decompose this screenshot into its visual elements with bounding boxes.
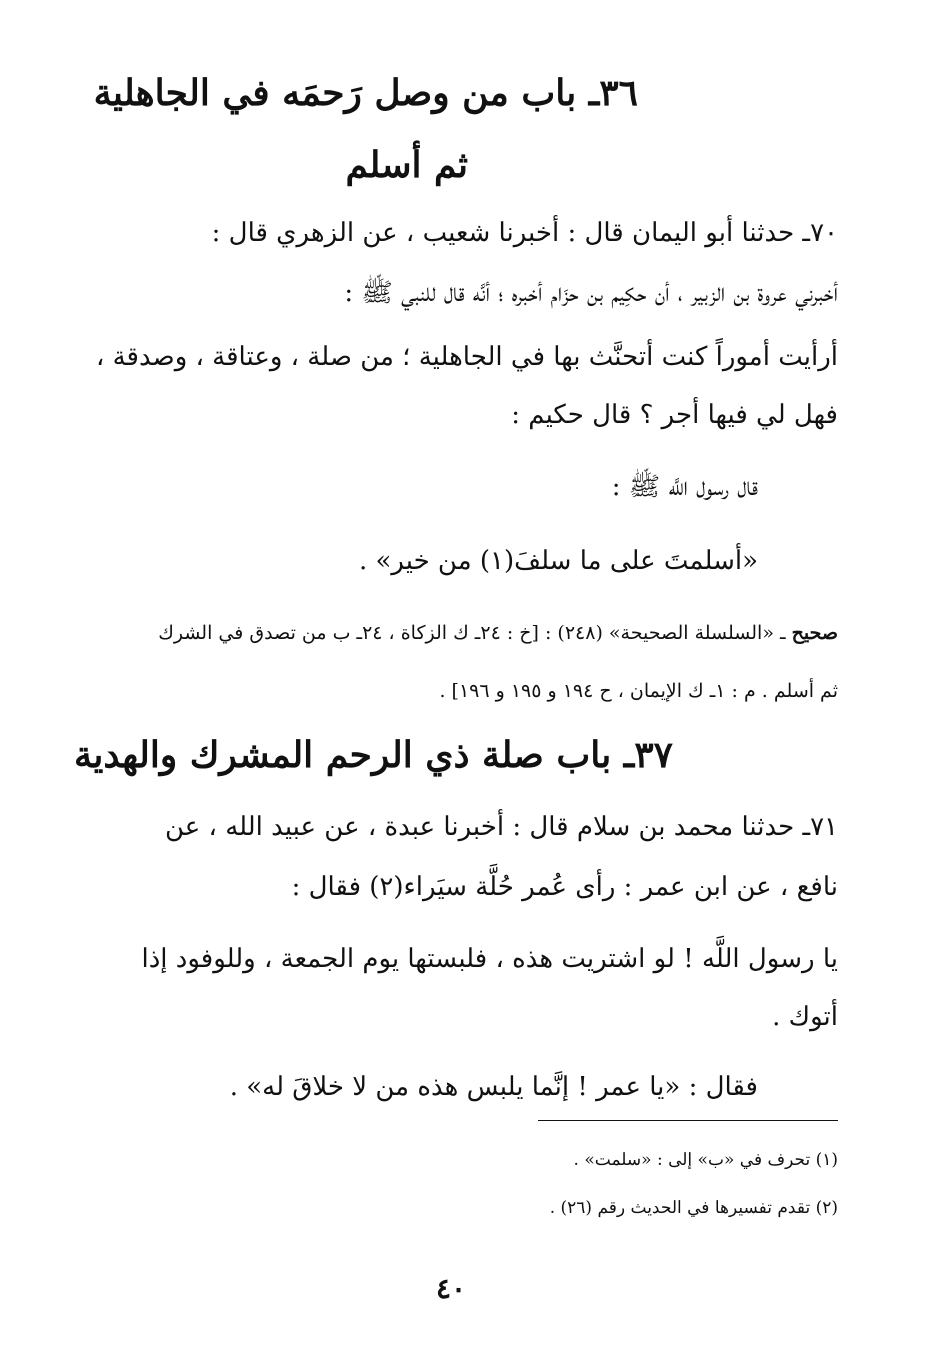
chapter-37-title: ٣٧ـ باب صلة ذي الرحم المشرك والهدية: [74, 734, 673, 776]
hadith-70-line-3: أرأيت أموراً كنت أتحنَّث بها في الجاهلية ؛ من صلة ، وعتاقة ، وصدقة ،: [95, 342, 838, 372]
chapter-36-title-line-2: ثم أسلم: [345, 144, 468, 186]
footnote-2: (٢) تقدم تفسيرها في الحديث رقم (٢٦) .: [549, 1198, 838, 1218]
grade-reference: ـ «السلسلة الصحيحة» (٢٤٨) : [خ : ٢٤ـ ك الزكاة ، ٢٤ـ ب من تصدق في الشرك: [158, 622, 792, 644]
hadith-70-line-4: فهل لي فيها أجر ؟ قال حكيم :: [511, 400, 838, 430]
hadith-70-grading-line-2: ثم أسلم . م : ١ـ ك الإيمان ، ح ١٩٤ و ١٩٥ و ١٩٦] .: [439, 680, 838, 702]
hadith-71-line-5: فقال : «يا عمر ! إنَّما يلبس هذه من لا خلاقَ له» .: [229, 1072, 758, 1102]
hadith-71-line-2: نافع ، عن ابن عمر : رأى عُمر حُلَّة سيَراء(٢) فقال :: [291, 872, 838, 902]
hadith-70-line-6: «أسلمتَ على ما سلفَ(١) من خير» .: [358, 546, 758, 576]
hadith-70-line-1: ٧٠ـ حدثنا أبو اليمان قال : أخبرنا شعيب ، عن الزهري قال :: [211, 218, 838, 248]
footnote-1: (١) تحرف في «ب» إلى : «سلمت» .: [573, 1150, 838, 1170]
hadith-70-line-2: أخبرني عروة بن الزبير ، أن حكِيم بن حزَام أخبره ؛ أنَّه قال للنبي ﷺ :: [344, 278, 838, 308]
hadith-70-grading-line-1: [158, 622, 838, 644]
chapter-36-title-line-1: ٣٦ـ باب من وصل رَحمَه في الجاهلية: [93, 72, 638, 114]
hadith-70-line-5: قال رسول اللَّه ﷺ :: [611, 472, 758, 502]
hadith-71-line-1: ٧١ـ حدثنا محمد بن سلام قال : أخبرنا عبدة ، عن عبيد الله ، عن: [164, 812, 838, 842]
hadith-71-line-4: أتوك .: [772, 1002, 838, 1032]
footnote-separator: [538, 1120, 838, 1121]
hadith-71-line-3: يا رسول اللَّه ! لو اشتريت هذه ، فلبستها يوم الجمعة ، وللوفود إذا: [141, 944, 838, 974]
grade-label: صحيح: [791, 622, 838, 644]
page-number: ٤٠: [436, 1272, 467, 1305]
